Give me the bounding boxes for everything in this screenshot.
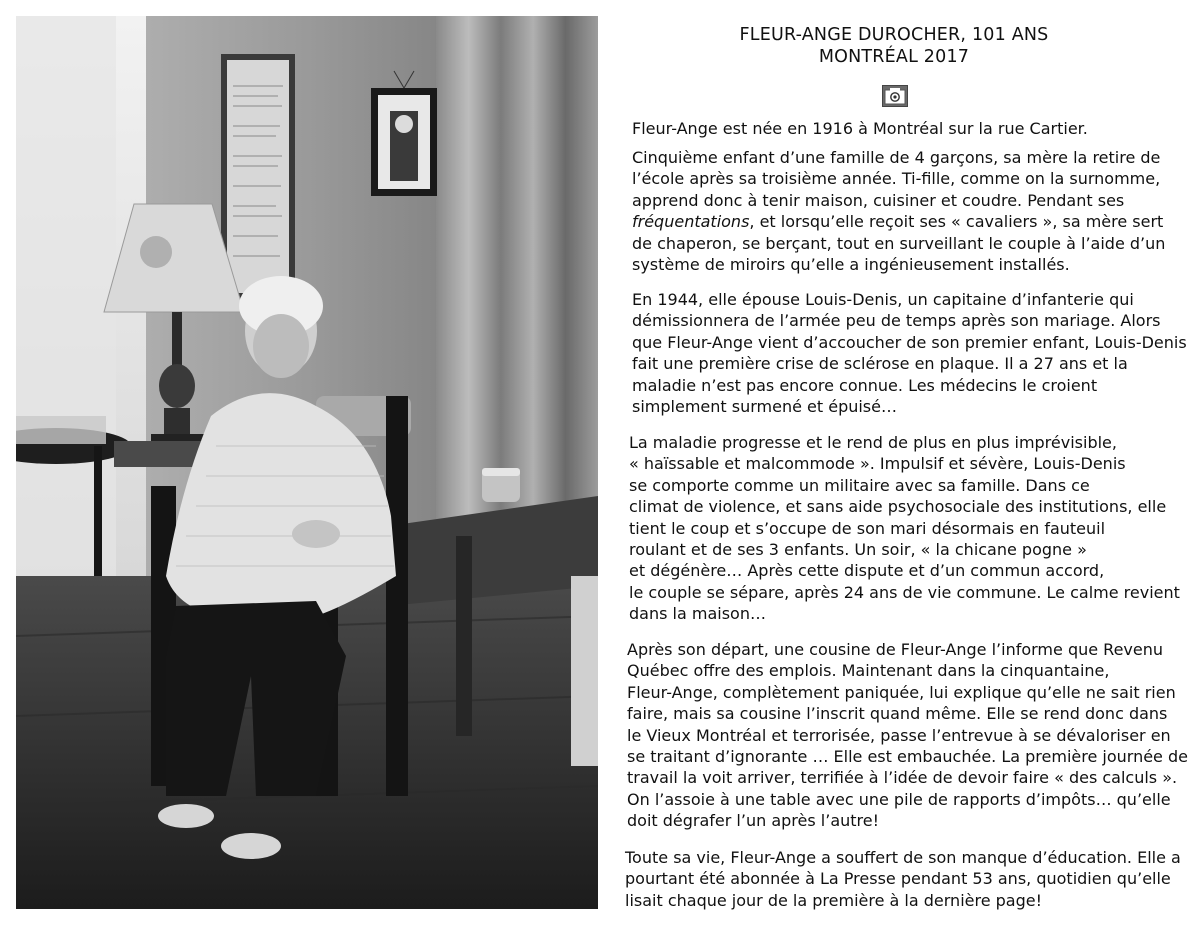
text-line: fait une première crise de sclérose en plaque. Il a 27 ans et la	[632, 354, 1128, 374]
text-line: lisait chaque jour de la première à la dernière page!	[625, 890, 1043, 910]
text-line: La maladie progresse et le rend de plus en plus imprévisible,	[629, 433, 1117, 452]
text-line: que Fleur-Ange vient d’accoucher de son premier enfant, Louis-Denis	[632, 332, 1187, 352]
camera-icon	[882, 85, 908, 107]
text-line: simplement surmené et épuisé…	[632, 397, 897, 417]
title-line-1: FLEUR-ANGE DUROCHER, 101 ANS	[739, 25, 1049, 45]
text-line: faire, mais sa cousine l’inscrit quand même. Elle se rend donc dans	[627, 704, 1168, 724]
text-line: dans la maison…	[629, 604, 766, 624]
text-line: démissionnera de l’armée peu de temps après son mariage. Alors	[632, 311, 1161, 331]
text-line: doit dégrafer l’un après l’autre!	[627, 811, 880, 831]
text-line: « haïssable et malcommode ». Impulsif et sévère, Louis-Denis	[629, 454, 1126, 474]
title-line-2: MONTRÉAL 2017	[818, 47, 970, 67]
text-line: Fleur-Ange est née en 1916 à Montréal sur la rue Cartier.	[632, 119, 1088, 138]
text-line: maladie n’est pas encore connue. Les médecins le croient	[632, 375, 1098, 395]
text-line: l’école après sa troisième année. Ti-fille, comme on la surnomme,	[632, 169, 1161, 189]
text-line: de chaperon, se berçant, tout en surveillant le couple à l’aide d’un	[632, 233, 1166, 253]
text-line: se comporte comme un militaire avec sa famille. Dans ce	[629, 475, 1090, 495]
text-fragment: , et lorsqu’elle reçoit ses « cavaliers », sa mère sert	[749, 212, 1164, 232]
text-line: le couple se sépare, après 24 ans de vie commune. Le calme revient	[629, 582, 1180, 602]
text-line: En 1944, elle épouse Louis-Denis, un capitaine d’infanterie qui	[632, 290, 1134, 309]
text-line: On l’assoie à une table avec une pile de rapports d’impôts… qu’elle	[627, 789, 1171, 809]
paragraph-education	[625, 847, 1200, 911]
text-line: système de miroirs qu’elle a ingénieusement installés.	[632, 255, 1070, 275]
text-line: tient le coup et s’occupe de son mari désormais en fauteuil	[629, 518, 1106, 538]
text-line: apprend donc à tenir maison, cuisiner et coudre. Pendant ses	[632, 190, 1125, 210]
text-line: le Vieux Montréal et terrorisée, passe l’entrevue à se dévaloriser en	[627, 725, 1171, 745]
text-line: travail la voit arriver, terrifiée à l’idée de devoir faire « des calculs ».	[627, 768, 1178, 788]
document-title	[620, 24, 1168, 68]
text-line: Toute sa vie, Fleur-Ange a souffert de son manque d’éducation. Elle a	[625, 848, 1181, 867]
text-line: roulant et de ses 3 enfants. Un soir, « la chicane pogne »	[629, 540, 1087, 560]
paragraph-childhood	[632, 147, 1200, 275]
text-line: se traitant d’ignorante … Elle est embauchée. La première journée de	[627, 747, 1188, 767]
text-line: Après son départ, une cousine de Fleur-Ange l’informe que Revenu	[627, 640, 1163, 659]
paragraph-marriage	[632, 289, 1200, 417]
text-line: pourtant été abonnée à La Presse pendant 53 ans, quotidien qu’elle	[625, 869, 1171, 889]
text-line: Fleur-Ange, complètement paniquée, lui explique qu’elle ne sait rien	[627, 682, 1176, 702]
text-line: climat de violence, et sans aide psychosociale des institutions, elle	[629, 497, 1167, 517]
text-line: et dégénère… Après cette dispute et d’un commun accord,	[629, 561, 1105, 581]
text-line: Québec offre des emplois. Maintenant dans la cinquantaine,	[627, 661, 1110, 681]
text-line: Cinquième enfant d’une famille de 4 garçons, sa mère la retire de	[632, 148, 1161, 167]
paragraph-illness	[629, 432, 1200, 625]
paragraph-work	[627, 639, 1200, 832]
paragraph-birth	[632, 118, 1200, 139]
emphasis-text: fréquentations	[632, 212, 750, 232]
portrait-photo	[16, 16, 598, 909]
text-line-mixed	[632, 211, 1200, 232]
